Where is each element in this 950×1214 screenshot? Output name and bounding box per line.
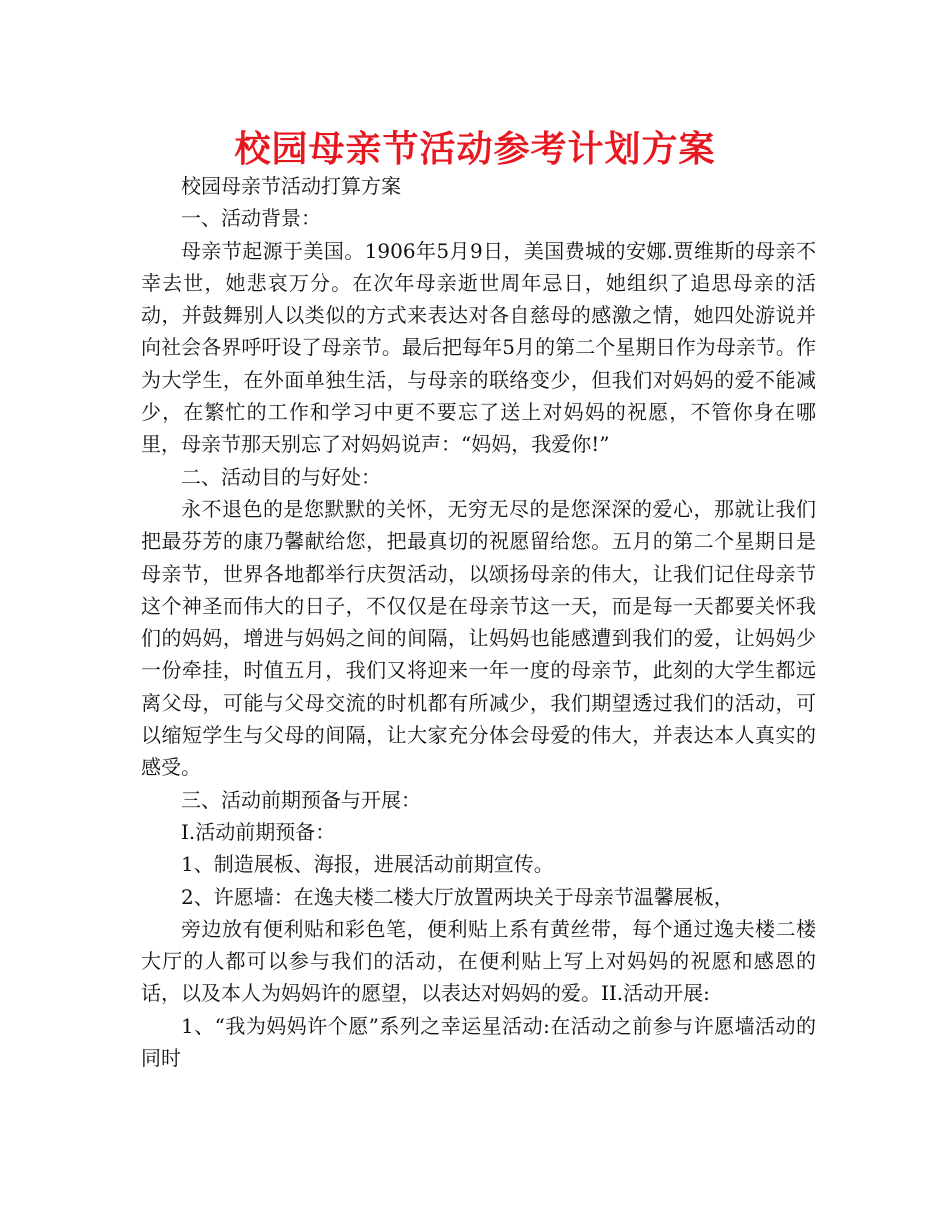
background-paragraph: 母亲节起源于美国。1906年5月9日，美国费城的安娜.贾维斯的母亲不幸去世，她悲哀万分。在次年母亲逝世周年忌日，她组织了追思母亲的活动，并鼓舞别人以类似的方式来表达对各自慈母的感激之情，她四处游说并向社会各界呼吁设了母亲节。最后把每年5月的第二个星期日作为母亲节。作为大学生，在外面单独生活，与母亲的联络变少，但我们对妈妈的爱不能减少，在繁忙的工作和学习中更不要忘了送上对妈妈的祝愿，不管你身在哪里，母亲节那天别忘了对妈妈说声：“妈妈，我爱你!” xyxy=(141,238,816,457)
subtitle-paragraph: 校园母亲节活动打算方案 xyxy=(181,174,401,198)
list-item-lucky-star: 1、“我为妈妈许个愿”系列之幸运星活动:在活动之前参与许愿墙活动的同时 xyxy=(141,1013,816,1071)
section-heading-preparation: 三、活动前期预备与开展： xyxy=(181,787,421,812)
section-heading-background: 一、活动背景： xyxy=(181,206,321,231)
list-item-wish-wall: 2、许愿墙：在逸夫楼二楼大厅放置两块关于母亲节温馨展板， xyxy=(181,884,734,909)
document-body xyxy=(141,170,816,1074)
section-heading-purpose: 二、活动目的与好处： xyxy=(181,464,381,489)
list-item-posters: 1、制造展板、海报，进展活动前期宣传。 xyxy=(181,852,554,877)
purpose-paragraph: 永不退色的是您默默的关怀，无穷无尽的是您深深的爱心，那就让我们把最芬芳的康乃馨献给您，把最真切的祝愿留给您。五月的第二个星期日是母亲节，世界各地都举行庆贺活动，以颂扬母亲的伟大，让我们记住母亲节这个神圣而伟大的日子，不仅仅是在母亲节这一天，而是每一天都要关怀我们的妈妈，增进与妈妈之间的间隔，让妈妈也能感遭到我们的爱，让妈妈少一份牵挂，时值五月，我们又将迎来一年一度的母亲节，此刻的大学生都远离父母，可能与父母交流的时机都有所减少，我们期望透过我们的活动，可以缩短学生与父母的间隔，让大家充分体会母爱的伟大，并表达本人真实的感受。 xyxy=(141,496,816,780)
subsection-heading-preparation: I.活动前期预备： xyxy=(181,819,336,844)
document-title: 校园母亲节活动参考计划方案 xyxy=(234,129,716,170)
wish-wall-detail-paragraph: 旁边放有便利贴和彩色笔，便利贴上系有黄丝带，每个通过逸夫楼二楼大厅的人都可以参与我们的活动，在便利贴上写上对妈妈的祝愿和感恩的话，以及本人为妈妈许的愿望，以表达对妈妈的爱。II.活动开展: xyxy=(141,916,816,1006)
